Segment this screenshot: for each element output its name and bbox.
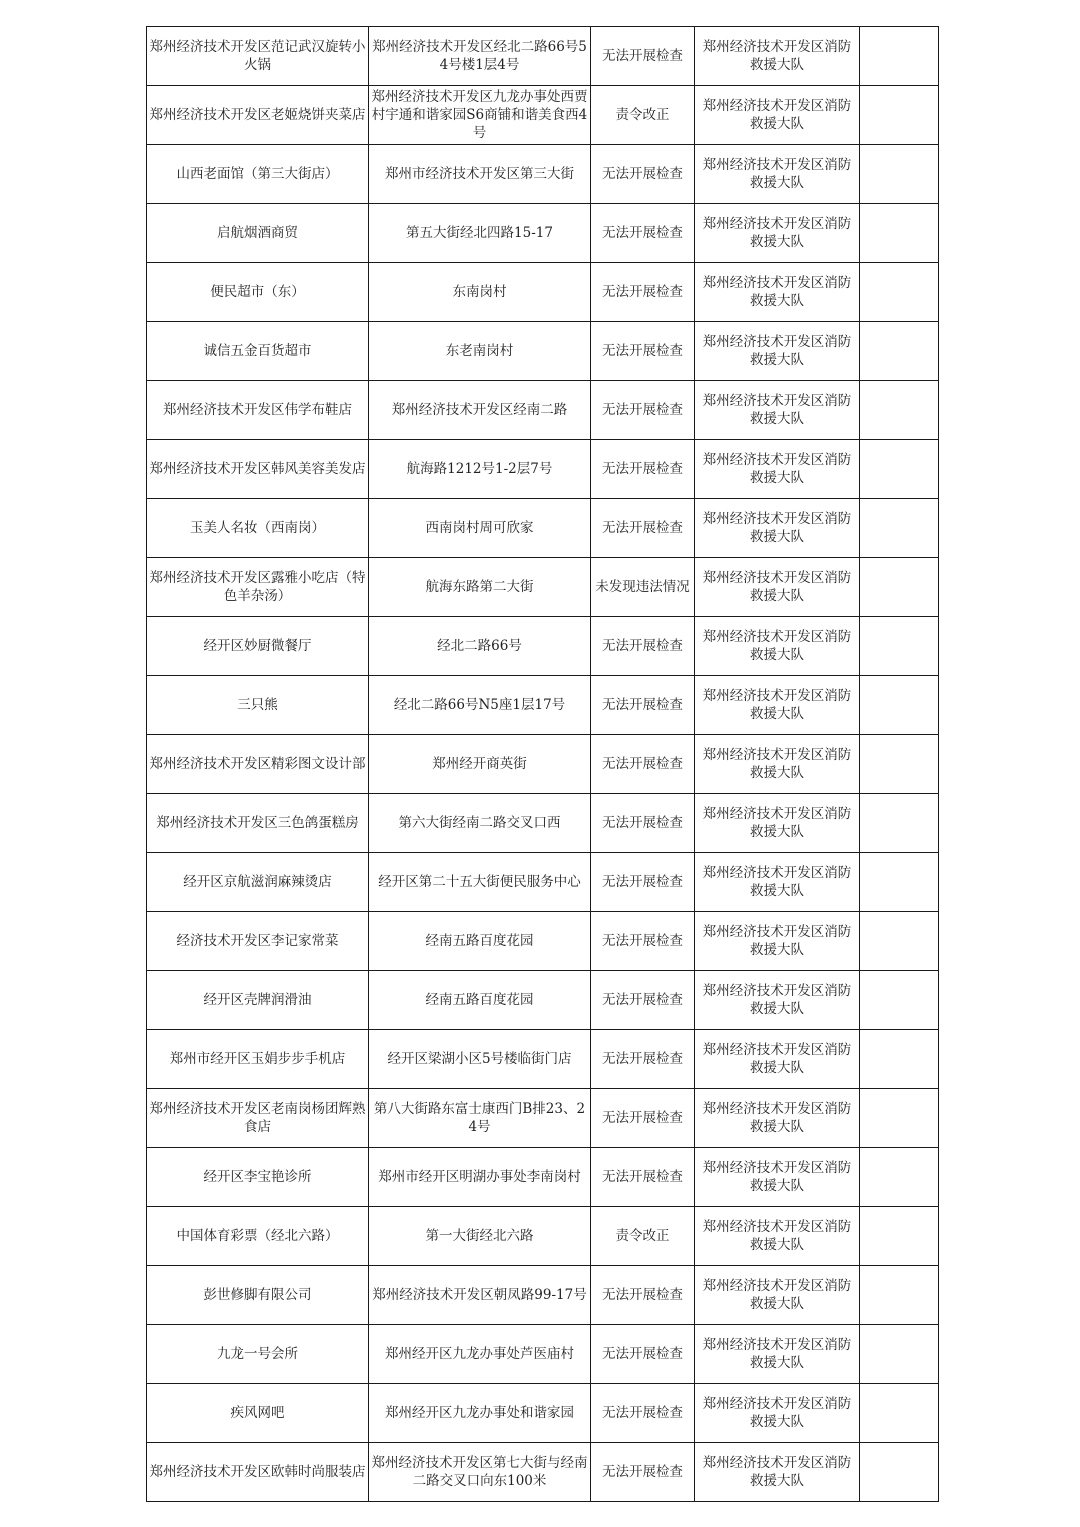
inspecting-unit-cell: 郑州经济技术开发区消防救援大队 bbox=[695, 322, 860, 381]
address-cell: 郑州经济技术开发区朝凤路99-17号 bbox=[369, 1266, 591, 1325]
table-row bbox=[147, 794, 939, 853]
business-name-cell: 经开区李宝艳诊所 bbox=[147, 1148, 369, 1207]
remarks-cell bbox=[860, 1148, 939, 1207]
inspecting-unit-cell: 郑州经济技术开发区消防救援大队 bbox=[695, 86, 860, 145]
table-row bbox=[147, 322, 939, 381]
inspecting-unit-cell: 郑州经济技术开发区消防救援大队 bbox=[695, 971, 860, 1030]
inspecting-unit-cell: 郑州经济技术开发区消防救援大队 bbox=[695, 912, 860, 971]
inspection-result-cell: 无法开展检查 bbox=[591, 1089, 695, 1148]
inspection-result-cell: 无法开展检查 bbox=[591, 1266, 695, 1325]
table-row bbox=[147, 735, 939, 794]
business-name-cell: 经开区壳牌润滑油 bbox=[147, 971, 369, 1030]
remarks-cell bbox=[860, 1384, 939, 1443]
table-row bbox=[147, 971, 939, 1030]
address-cell: 第五大街经北四路15-17 bbox=[369, 204, 591, 263]
address-cell: 郑州经济技术开发区第七大街与经南二路交叉口向东100米 bbox=[369, 1443, 591, 1502]
business-name-cell: 玉美人名妆（西南岗） bbox=[147, 499, 369, 558]
table-row bbox=[147, 27, 939, 86]
inspecting-unit-cell: 郑州经济技术开发区消防救援大队 bbox=[695, 440, 860, 499]
business-name-cell: 经开区京航滋润麻辣烫店 bbox=[147, 853, 369, 912]
inspection-result-cell: 无法开展检查 bbox=[591, 912, 695, 971]
address-cell: 航海路1212号1-2层7号 bbox=[369, 440, 591, 499]
inspecting-unit-cell: 郑州经济技术开发区消防救援大队 bbox=[695, 1207, 860, 1266]
inspection-result-cell: 无法开展检查 bbox=[591, 145, 695, 204]
inspection-result-cell: 无法开展检查 bbox=[591, 499, 695, 558]
table-row bbox=[147, 499, 939, 558]
inspection-result-cell: 无法开展检查 bbox=[591, 1148, 695, 1207]
business-name-cell: 启航烟酒商贸 bbox=[147, 204, 369, 263]
business-name-cell: 便民超市（东） bbox=[147, 263, 369, 322]
remarks-cell bbox=[860, 971, 939, 1030]
table-row bbox=[147, 204, 939, 263]
inspecting-unit-cell: 郑州经济技术开发区消防救援大队 bbox=[695, 1030, 860, 1089]
inspection-result-cell: 责令改正 bbox=[591, 1207, 695, 1266]
business-name-cell: 郑州经济技术开发区范记武汉旋转小火锅 bbox=[147, 27, 369, 86]
remarks-cell bbox=[860, 617, 939, 676]
business-name-cell: 中国体育彩票（经北六路） bbox=[147, 1207, 369, 1266]
address-cell: 郑州经济技术开发区九龙办事处西贾村宇通和谐家园S6商铺和谐美食西4号 bbox=[369, 86, 591, 145]
table-row bbox=[147, 1030, 939, 1089]
remarks-cell bbox=[860, 499, 939, 558]
inspecting-unit-cell: 郑州经济技术开发区消防救援大队 bbox=[695, 853, 860, 912]
inspection-result-cell: 无法开展检查 bbox=[591, 27, 695, 86]
business-name-cell: 郑州经济技术开发区老南岗杨团辉熟食店 bbox=[147, 1089, 369, 1148]
inspection-table bbox=[146, 26, 939, 1502]
inspecting-unit-cell: 郑州经济技术开发区消防救援大队 bbox=[695, 263, 860, 322]
inspecting-unit-cell: 郑州经济技术开发区消防救援大队 bbox=[695, 1384, 860, 1443]
inspection-result-cell: 无法开展检查 bbox=[591, 676, 695, 735]
table-row bbox=[147, 440, 939, 499]
address-cell: 郑州经开商英街 bbox=[369, 735, 591, 794]
inspection-result-cell: 无法开展检查 bbox=[591, 1384, 695, 1443]
remarks-cell bbox=[860, 145, 939, 204]
inspecting-unit-cell: 郑州经济技术开发区消防救援大队 bbox=[695, 617, 860, 676]
table-row bbox=[147, 853, 939, 912]
remarks-cell bbox=[860, 558, 939, 617]
address-cell: 郑州市经济技术开发区第三大街 bbox=[369, 145, 591, 204]
business-name-cell: 三只熊 bbox=[147, 676, 369, 735]
inspection-result-cell: 无法开展检查 bbox=[591, 617, 695, 676]
table-row bbox=[147, 1325, 939, 1384]
business-name-cell: 九龙一号会所 bbox=[147, 1325, 369, 1384]
table-row bbox=[147, 381, 939, 440]
table-row bbox=[147, 263, 939, 322]
table-row bbox=[147, 1207, 939, 1266]
inspection-result-cell: 无法开展检查 bbox=[591, 1030, 695, 1089]
table-row bbox=[147, 1384, 939, 1443]
address-cell: 郑州经济技术开发区经北二路66号54号楼1层4号 bbox=[369, 27, 591, 86]
inspecting-unit-cell: 郑州经济技术开发区消防救援大队 bbox=[695, 558, 860, 617]
inspection-result-cell: 无法开展检查 bbox=[591, 204, 695, 263]
remarks-cell bbox=[860, 735, 939, 794]
table-row bbox=[147, 1266, 939, 1325]
remarks-cell bbox=[860, 1325, 939, 1384]
inspecting-unit-cell: 郑州经济技术开发区消防救援大队 bbox=[695, 381, 860, 440]
table-row bbox=[147, 676, 939, 735]
inspecting-unit-cell: 郑州经济技术开发区消防救援大队 bbox=[695, 204, 860, 263]
business-name-cell: 山西老面馆（第三大街店） bbox=[147, 145, 369, 204]
table-row bbox=[147, 1443, 939, 1502]
inspection-result-cell: 无法开展检查 bbox=[591, 381, 695, 440]
table-row bbox=[147, 558, 939, 617]
remarks-cell bbox=[860, 381, 939, 440]
remarks-cell bbox=[860, 263, 939, 322]
inspecting-unit-cell: 郑州经济技术开发区消防救援大队 bbox=[695, 1148, 860, 1207]
inspection-result-cell: 无法开展检查 bbox=[591, 853, 695, 912]
address-cell: 经开区梁湖小区5号楼临街门店 bbox=[369, 1030, 591, 1089]
inspection-result-cell: 无法开展检查 bbox=[591, 971, 695, 1030]
inspecting-unit-cell: 郑州经济技术开发区消防救援大队 bbox=[695, 1325, 860, 1384]
address-cell: 航海东路第二大街 bbox=[369, 558, 591, 617]
remarks-cell bbox=[860, 86, 939, 145]
inspecting-unit-cell: 郑州经济技术开发区消防救援大队 bbox=[695, 1266, 860, 1325]
remarks-cell bbox=[860, 676, 939, 735]
inspecting-unit-cell: 郑州经济技术开发区消防救援大队 bbox=[695, 145, 860, 204]
business-name-cell: 郑州经济技术开发区三色鸽蛋糕房 bbox=[147, 794, 369, 853]
inspecting-unit-cell: 郑州经济技术开发区消防救援大队 bbox=[695, 27, 860, 86]
address-cell: 经南五路百度花园 bbox=[369, 971, 591, 1030]
business-name-cell: 经济技术开发区李记家常菜 bbox=[147, 912, 369, 971]
business-name-cell: 郑州经济技术开发区精彩图文设计部 bbox=[147, 735, 369, 794]
remarks-cell bbox=[860, 1030, 939, 1089]
table-row bbox=[147, 86, 939, 145]
remarks-cell bbox=[860, 440, 939, 499]
business-name-cell: 经开区妙厨微餐厅 bbox=[147, 617, 369, 676]
remarks-cell bbox=[860, 204, 939, 263]
inspection-result-cell: 无法开展检查 bbox=[591, 263, 695, 322]
address-cell: 第六大街经南二路交叉口西 bbox=[369, 794, 591, 853]
inspecting-unit-cell: 郑州经济技术开发区消防救援大队 bbox=[695, 1089, 860, 1148]
address-cell: 第一大街经北六路 bbox=[369, 1207, 591, 1266]
business-name-cell: 郑州经济技术开发区欧韩时尚服装店 bbox=[147, 1443, 369, 1502]
business-name-cell: 郑州经济技术开发区伟学布鞋店 bbox=[147, 381, 369, 440]
remarks-cell bbox=[860, 322, 939, 381]
remarks-cell bbox=[860, 1207, 939, 1266]
inspection-result-cell: 无法开展检查 bbox=[591, 735, 695, 794]
business-name-cell: 疾风网吧 bbox=[147, 1384, 369, 1443]
address-cell: 经南五路百度花园 bbox=[369, 912, 591, 971]
inspection-result-cell: 责令改正 bbox=[591, 86, 695, 145]
remarks-cell bbox=[860, 1443, 939, 1502]
inspecting-unit-cell: 郑州经济技术开发区消防救援大队 bbox=[695, 1443, 860, 1502]
table-row bbox=[147, 1089, 939, 1148]
remarks-cell bbox=[860, 1266, 939, 1325]
inspecting-unit-cell: 郑州经济技术开发区消防救援大队 bbox=[695, 735, 860, 794]
business-name-cell: 郑州市经开区玉娟步步手机店 bbox=[147, 1030, 369, 1089]
address-cell: 郑州经开区九龙办事处芦医庙村 bbox=[369, 1325, 591, 1384]
remarks-cell bbox=[860, 853, 939, 912]
table-row bbox=[147, 617, 939, 676]
address-cell: 郑州市经开区明湖办事处李南岗村 bbox=[369, 1148, 591, 1207]
business-name-cell: 郑州经济技术开发区韩风美容美发店 bbox=[147, 440, 369, 499]
remarks-cell bbox=[860, 27, 939, 86]
address-cell: 经北二路66号 bbox=[369, 617, 591, 676]
table-row bbox=[147, 1148, 939, 1207]
inspection-result-cell: 无法开展检查 bbox=[591, 440, 695, 499]
business-name-cell: 郑州经济技术开发区露雅小吃店（特色羊杂汤） bbox=[147, 558, 369, 617]
inspection-result-cell: 无法开展检查 bbox=[591, 1325, 695, 1384]
remarks-cell bbox=[860, 794, 939, 853]
remarks-cell bbox=[860, 1089, 939, 1148]
business-name-cell: 郑州经济技术开发区老姬烧饼夹菜店 bbox=[147, 86, 369, 145]
inspecting-unit-cell: 郑州经济技术开发区消防救援大队 bbox=[695, 499, 860, 558]
address-cell: 东老南岗村 bbox=[369, 322, 591, 381]
business-name-cell: 彭世修脚有限公司 bbox=[147, 1266, 369, 1325]
inspecting-unit-cell: 郑州经济技术开发区消防救援大队 bbox=[695, 676, 860, 735]
inspecting-unit-cell: 郑州经济技术开发区消防救援大队 bbox=[695, 794, 860, 853]
inspection-result-cell: 无法开展检查 bbox=[591, 322, 695, 381]
address-cell: 郑州经开区九龙办事处和谐家园 bbox=[369, 1384, 591, 1443]
address-cell: 东南岗村 bbox=[369, 263, 591, 322]
address-cell: 经开区第二十五大街便民服务中心 bbox=[369, 853, 591, 912]
address-cell: 郑州经济技术开发区经南二路 bbox=[369, 381, 591, 440]
inspection-table-body bbox=[147, 27, 939, 1502]
address-cell: 第八大街路东富士康西门B排23、24号 bbox=[369, 1089, 591, 1148]
business-name-cell: 诚信五金百货超市 bbox=[147, 322, 369, 381]
address-cell: 西南岗村周可欣家 bbox=[369, 499, 591, 558]
table-row bbox=[147, 145, 939, 204]
address-cell: 经北二路66号N5座1层17号 bbox=[369, 676, 591, 735]
inspection-result-cell: 无法开展检查 bbox=[591, 794, 695, 853]
table-row bbox=[147, 912, 939, 971]
inspection-result-cell: 无法开展检查 bbox=[591, 1443, 695, 1502]
remarks-cell bbox=[860, 912, 939, 971]
inspection-result-cell: 未发现违法情况 bbox=[591, 558, 695, 617]
